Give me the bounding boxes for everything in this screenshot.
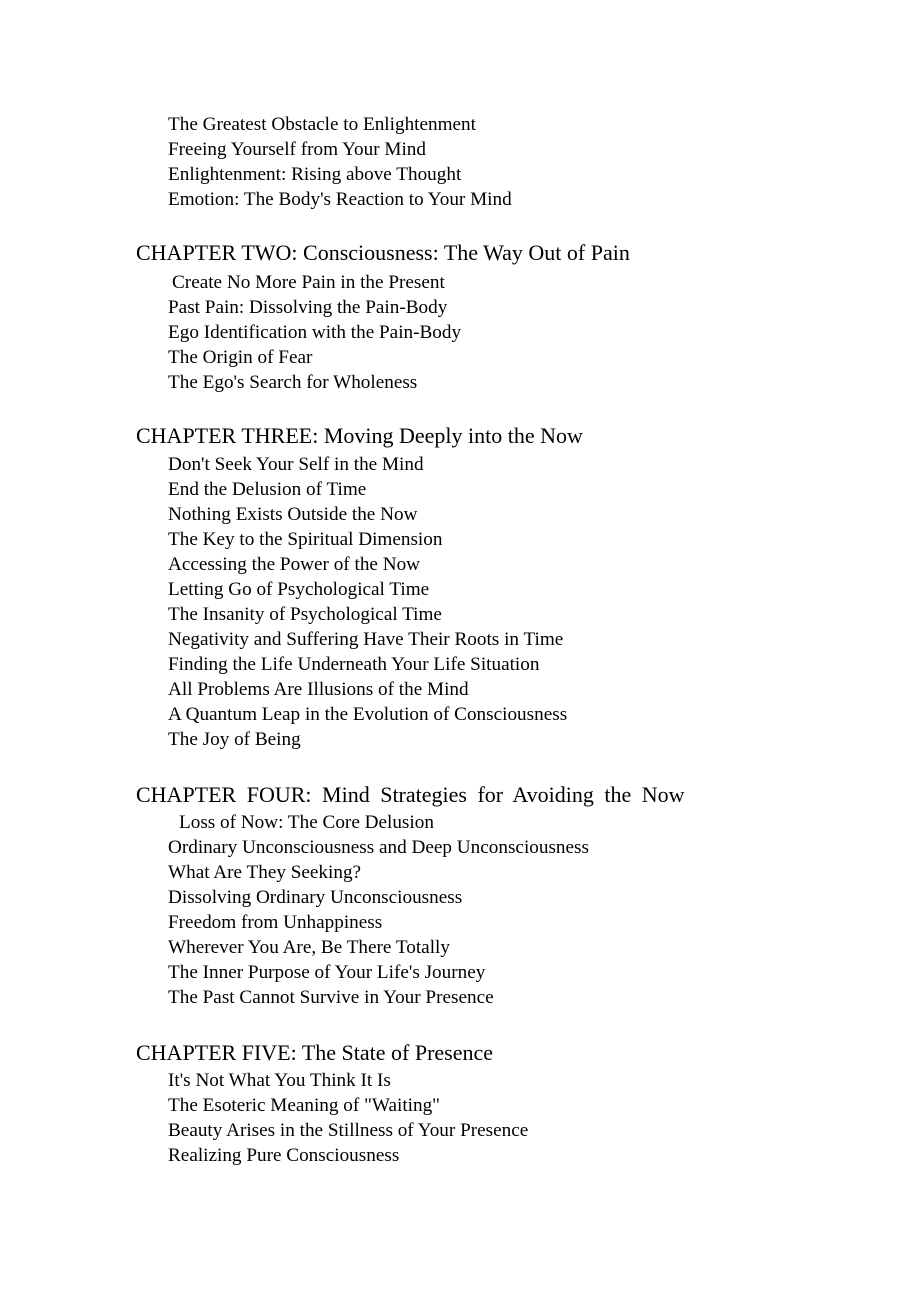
toc-entry: Negativity and Suffering Have Their Roots in Time bbox=[168, 629, 564, 650]
toc-entry: Enlightenment: Rising above Thought bbox=[168, 164, 462, 185]
toc-entry: The Esoteric Meaning of "Waiting" bbox=[168, 1095, 441, 1116]
toc-entry: The Joy of Being bbox=[168, 729, 301, 750]
toc-entry: Wherever You Are, Be There Totally bbox=[168, 937, 450, 958]
toc-entry: The Origin of Fear bbox=[168, 347, 313, 368]
toc-entry: Letting Go of Psychological Time bbox=[168, 579, 430, 600]
toc-entry: The Key to the Spiritual Dimension bbox=[168, 529, 443, 550]
toc-entry: All Problems Are Illusions of the Mind bbox=[168, 679, 469, 700]
chapter-title: CHAPTER TWO: Consciousness: The Way Out of Pain bbox=[136, 240, 630, 265]
toc-entry: The Inner Purpose of Your Life's Journey bbox=[168, 962, 486, 983]
toc-entry: The Insanity of Psychological Time bbox=[168, 604, 442, 625]
toc-entry: Realizing Pure Consciousness bbox=[168, 1145, 400, 1166]
toc-entry: Emotion: The Body's Reaction to Your Mind bbox=[168, 189, 512, 210]
toc-entry: Don't Seek Your Self in the Mind bbox=[168, 454, 424, 475]
toc-entry: Freedom from Unhappiness bbox=[168, 912, 383, 933]
toc-entry: Beauty Arises in the Stillness of Your Presence bbox=[168, 1120, 529, 1141]
chapter-title: CHAPTER FIVE: The State of Presence bbox=[136, 1040, 494, 1065]
toc-entry-list bbox=[168, 810, 589, 1010]
toc-entry-list bbox=[168, 452, 567, 752]
toc-entry-list bbox=[168, 1068, 528, 1168]
chapter-title: CHAPTER FOUR: Mind Strategies for Avoiding the Now bbox=[136, 782, 685, 807]
toc-entry: The Greatest Obstacle to Enlightenment bbox=[168, 114, 476, 135]
toc-entry: Ordinary Unconsciousness and Deep Unconsciousness bbox=[168, 837, 589, 858]
toc-entry: Create No More Pain in the Present bbox=[172, 272, 445, 293]
toc-entry: Dissolving Ordinary Unconsciousness bbox=[168, 887, 463, 908]
toc-entry: Accessing the Power of the Now bbox=[168, 554, 421, 575]
toc-entry: The Past Cannot Survive in Your Presence bbox=[168, 987, 494, 1008]
toc-entry: Loss of Now: The Core Delusion bbox=[179, 812, 434, 833]
toc-entry-list bbox=[168, 270, 461, 395]
toc-entry: It's Not What You Think It Is bbox=[168, 1070, 391, 1091]
toc-entry: Ego Identification with the Pain-Body bbox=[168, 322, 462, 343]
toc-entry: Freeing Yourself from Your Mind bbox=[168, 139, 426, 160]
toc-entry: A Quantum Leap in the Evolution of Consciousness bbox=[168, 704, 568, 725]
toc-entry: Finding the Life Underneath Your Life Situation bbox=[168, 654, 540, 675]
toc-entry-list bbox=[168, 112, 512, 212]
toc-entry: Nothing Exists Outside the Now bbox=[168, 504, 418, 525]
toc-entry: End the Delusion of Time bbox=[168, 479, 367, 500]
toc-entry: The Ego's Search for Wholeness bbox=[168, 372, 418, 393]
toc-entry: Past Pain: Dissolving the Pain-Body bbox=[168, 297, 448, 318]
chapter-title: CHAPTER THREE: Moving Deeply into the Now bbox=[136, 423, 583, 448]
toc-entry: What Are They Seeking? bbox=[168, 862, 362, 883]
